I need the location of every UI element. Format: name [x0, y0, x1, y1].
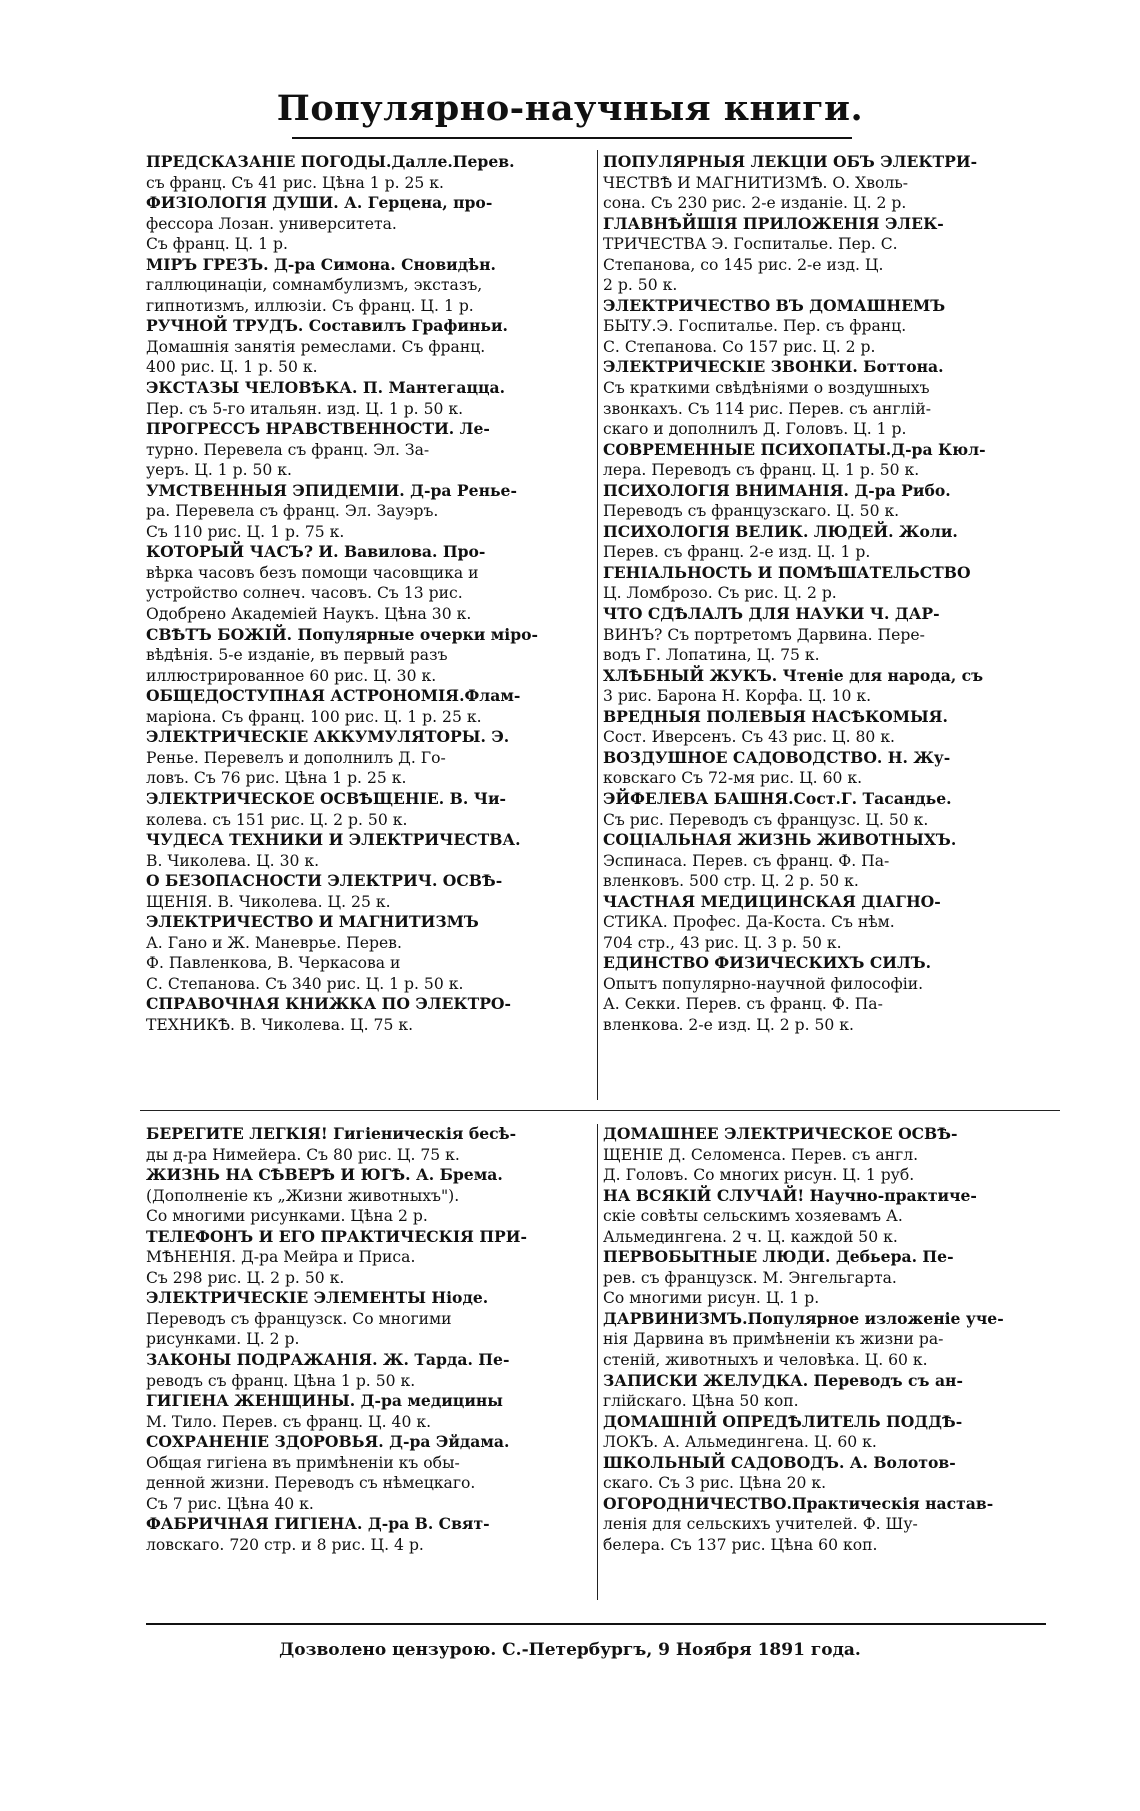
book-entry [603, 604, 1051, 666]
book-detail-line: вѣдѣнія. 5-е изданіе, въ первый разъ [146, 646, 448, 665]
book-title-line: СОВРЕМЕННЫЕ ПСИХОПАТЫ.Д-ра Кюл- [603, 439, 986, 459]
book-detail-line: БЫТУ.Э. Госпиталье. Пер. съ франц. [603, 317, 907, 336]
book-title-line: ТЕЛЕФОНЪ И ЕГО ПРАКТИЧЕСКІЯ ПРИ- [146, 1226, 527, 1246]
book-detail-line: В. Чиколева. Ц. 30 к. [146, 851, 320, 870]
book-title-line: ПСИХОЛОГІЯ ВЕЛИК. ЛЮДЕЙ. Жоли. [603, 521, 958, 541]
book-detail-line: Альмедингена. 2 ч. Ц. каждой 50 к. [603, 1227, 898, 1246]
book-entry [146, 830, 594, 871]
book-title-line: ЖИЗНЬ НА СѢВЕРѢ И ЮГѢ. А. Брема. [146, 1165, 503, 1185]
book-title-line: ЧАСТНАЯ МЕДИЦИНСКАЯ ДІАГНО- [603, 891, 941, 911]
book-detail-line: иллюстрированное 60 рис. Ц. 30 к. [146, 666, 437, 685]
book-entry [146, 255, 594, 317]
book-detail-line: ЩЕНІЕ Д. Селоменса. Перев. съ англ. [603, 1145, 919, 1164]
book-detail-line: С. Степанова. Съ 340 рис. Ц. 1 р. 50 к. [146, 974, 464, 993]
book-entry [603, 214, 1051, 296]
book-detail-line: А. Гано и Ж. Маневрье. Перев. [146, 933, 402, 952]
book-entry [603, 1124, 1051, 1186]
book-detail-line: Опытъ популярно-научной философіи. [603, 974, 924, 993]
book-title-line: ЕДИНСТВО ФИЗИЧЕСКИХЪ СИЛЪ. [603, 953, 932, 973]
book-title-line: СПРАВОЧНАЯ КНИЖКА ПО ЭЛЕКТРО- [146, 994, 511, 1014]
book-detail-line: рисунками. Ц. 2 р. [146, 1330, 300, 1349]
book-title-line: ГЕНІАЛЬНОСТЬ И ПОМѢШАТЕЛЬСТВО [603, 562, 971, 582]
book-title-line: ПРОГРЕССЪ НРАВСТВЕННОСТИ. Ле- [146, 419, 490, 439]
book-entry [603, 440, 1051, 481]
book-title-line: КОТОРЫЙ ЧАСЪ? И. Вавилова. Про- [146, 542, 486, 562]
section-divider [140, 1110, 1060, 1111]
book-title-line: ЭЛЕКТРИЧЕСТВО И МАГНИТИЗМЪ [146, 912, 479, 932]
book-entry [146, 994, 594, 1035]
book-detail-line: скаго. Съ 3 рис. Цѣна 20 к. [603, 1474, 827, 1493]
book-detail-line: галлюцинаціи, сомнамбулизмъ, экстазъ, [146, 276, 483, 295]
book-title-line: МІРЪ ГРЕЗЪ. Д-ра Симона. Сновидѣн. [146, 254, 496, 274]
book-detail-line: Эспинаса. Перев. съ франц. Ф. Па- [603, 851, 890, 870]
book-title-line: СОХРАНЕНІЕ ЗДОРОВЬЯ. Д-ра Эйдама. [146, 1432, 510, 1452]
book-detail-line: Ц. Ломброзо. Съ рис. Ц. 2 р. [603, 584, 837, 603]
book-detail-line: С. Степанова. Со 157 рис. Ц. 2 р. [603, 337, 876, 356]
censorship-footer: Дозволено цензурою. С.-Петербургъ, 9 Ноября 1891 года. [279, 1640, 861, 1660]
book-title-line: ЭЙФЕЛЕВА БАШНЯ.Сост.Г. Тасандье. [603, 788, 952, 808]
book-detail-line: 704 стр., 43 рис. Ц. 3 р. 50 к. [603, 933, 842, 952]
book-title-line: СОЦІАЛЬНАЯ ЖИЗНЬ ЖИВОТНЫХЪ. [603, 830, 957, 850]
book-title-line: ВОЗДУШНОЕ САДОВОДСТВО. Н. Жу- [603, 747, 951, 767]
book-entry [603, 1247, 1051, 1309]
book-detail-line: вленковъ. 500 стр. Ц. 2 р. 50 к. [603, 872, 859, 891]
book-detail-line: ловскаго. 720 стр. и 8 рис. Ц. 4 р. [146, 1535, 424, 1554]
book-entry [146, 1432, 594, 1514]
book-detail-line: МѢНЕНІЯ. Д-ра Мейра и Приса. [146, 1248, 416, 1267]
book-detail-line: вѣрка часовъ безъ помощи часовщика и [146, 563, 479, 582]
book-detail-line: нія Дарвина въ примѣненіи къ жизни ра- [603, 1330, 944, 1349]
book-detail-line: гипнотизмъ, иллюзіи. Съ франц. Ц. 1 р. [146, 296, 474, 315]
book-detail-line: Переводъ съ французскаго. Ц. 50 к. [603, 502, 900, 521]
column-divider-top [597, 150, 598, 1100]
book-detail-line: скіе совѣты сельскимъ хозяевамъ А. [603, 1207, 903, 1226]
book-entry [146, 481, 594, 543]
column-divider-bottom [597, 1124, 598, 1600]
book-title-line: ДАРВИНИЗМЪ.Популярное изложеніе уче- [603, 1308, 1004, 1328]
book-title-line: ПСИХОЛОГІЯ ВНИМАНІЯ. Д-ра Рибо. [603, 480, 951, 500]
book-entry [146, 1165, 594, 1227]
book-detail-line: Ф. Павленкова, В. Черкасова и [146, 954, 401, 973]
book-detail-line: Со многими рисунками. Цѣна 2 р. [146, 1207, 428, 1226]
book-title-line: ГИГІЕНА ЖЕНЩИНЫ. Д-ра медицины [146, 1391, 503, 1411]
book-title-line: ЧУДЕСА ТЕХНИКИ И ЭЛЕКТРИЧЕСТВА. [146, 830, 521, 850]
right-column-bottom [603, 1124, 1051, 1555]
book-detail-line: вленкова. 2-е изд. Ц. 2 р. 50 к. [603, 1015, 855, 1034]
book-detail-line: уеръ. Ц. 1 р. 50 к. [146, 461, 293, 480]
book-detail-line: Пер. съ 5-го итальян. изд. Ц. 1 р. 50 к. [146, 399, 464, 418]
book-title-line: ПОПУЛЯРНЫЯ ЛЕКЦІИ ОБЪ ЭЛЕКТРИ- [603, 152, 978, 171]
book-title-line: ОБЩЕДОСТУПНАЯ АСТРОНОМІЯ.Флам- [146, 686, 521, 706]
book-detail-line: рев. съ французск. М. Энгельгарта. [603, 1268, 897, 1287]
book-entry [603, 789, 1051, 830]
book-detail-line: ЛОКЪ. А. Альмедингена. Ц. 60 к. [603, 1433, 877, 1452]
book-title-line: ВРЕДНЫЯ ПОЛЕВЫЯ НАСѢКОМЫЯ. [603, 706, 948, 726]
book-detail-line: ловъ. Съ 76 рис. Цѣна 1 р. 25 к. [146, 769, 407, 788]
book-entry [603, 1494, 1051, 1556]
book-entry [603, 830, 1051, 892]
book-title-line: ЭКСТАЗЫ ЧЕЛОВѢКА. П. Мантегацца. [146, 378, 506, 398]
book-detail-line: колева. съ 151 рис. Ц. 2 р. 50 к. [146, 810, 408, 829]
book-entry [146, 1124, 594, 1165]
book-entry [603, 892, 1051, 954]
book-entry [146, 871, 594, 912]
book-entry [146, 542, 594, 624]
left-column-top [146, 152, 594, 1036]
book-title-line: УМСТВЕННЫЯ ЭПИДЕМІИ. Д-ра Ренье- [146, 480, 517, 500]
book-title-line: ЭЛЕКТРИЧЕСТВО ВЪ ДОМАШНЕМЪ [603, 295, 946, 315]
book-title-line: ДОМАШНЕЕ ЭЛЕКТРИЧЕСКОЕ ОСВѢ- [603, 1124, 958, 1143]
book-detail-line: лера. Переводъ съ франц. Ц. 1 р. 50 к. [603, 461, 920, 480]
book-detail-line: Общая гигіена въ примѣненіи къ обы- [146, 1453, 460, 1472]
book-detail-line: Одобрено Академіей Наукъ. Цѣна 30 к. [146, 605, 472, 624]
book-detail-line: 400 рис. Ц. 1 р. 50 к. [146, 358, 318, 377]
book-detail-line: ленія для сельскихъ учителей. Ф. Шу- [603, 1515, 918, 1534]
book-entry [146, 1227, 594, 1289]
book-detail-line: Домашнія занятія ремеслами. Съ франц. [146, 337, 486, 356]
book-detail-line: устройство солнеч. часовъ. Съ 13 рис. [146, 584, 463, 603]
book-detail-line: съ франц. Съ 41 рис. Цѣна 1 р. 25 к. [146, 173, 444, 192]
book-detail-line: скаго и дополнилъ Д. Головъ. Ц. 1 р. [603, 420, 907, 439]
book-detail-line: фессора Лозан. университета. [146, 214, 397, 233]
book-entry [146, 193, 594, 255]
book-title-line: О БЕЗОПАСНОСТИ ЭЛЕКТРИЧ. ОСВѢ- [146, 871, 503, 891]
book-entry [603, 522, 1051, 563]
page-title: Популярно-научныя книги. [276, 88, 864, 129]
book-entry [146, 1391, 594, 1432]
book-entry [603, 666, 1051, 707]
book-entry [603, 1453, 1051, 1494]
left-column-bottom [146, 1124, 594, 1555]
book-entry [603, 1309, 1051, 1371]
footer-rule [146, 1623, 1046, 1625]
book-detail-line: ра. Перевела съ франц. Эл. Зауэръ. [146, 502, 439, 521]
book-detail-line: 2 р. 50 к. [603, 276, 678, 295]
book-entry [603, 152, 1051, 214]
book-detail-line: Переводъ съ французск. Со многими [146, 1309, 452, 1328]
book-detail-line: Д. Головъ. Со многих рисун. Ц. 1 руб. [603, 1166, 915, 1185]
book-detail-line: ды д-ра Нимейера. Съ 80 рис. Ц. 75 к. [146, 1145, 460, 1164]
book-title-line: СВѢТЪ БОЖІЙ. Популярные очерки міро- [146, 624, 538, 644]
book-detail-line: Съ франц. Ц. 1 р. [146, 235, 288, 254]
book-detail-line: Съ краткими свѣдѣніями о воздушныхъ [603, 379, 930, 398]
book-detail-line: реводъ съ франц. Цѣна 1 р. 50 к. [146, 1371, 416, 1390]
book-detail-line: турно. Перевела съ франц. Эл. За- [146, 440, 430, 459]
book-entry [603, 707, 1051, 748]
book-entry [603, 481, 1051, 522]
book-detail-line: Сост. Иверсенъ. Съ 43 рис. Ц. 80 к. [603, 728, 896, 747]
book-title-line: ЭЛЕКТРИЧЕСКІЕ ЗВОНКИ. Боттона. [603, 357, 944, 377]
book-detail-line: сона. Съ 230 рис. 2-е изданіе. Ц. 2 р. [603, 194, 907, 213]
book-title-line: ЗАПИСКИ ЖЕЛУДКА. Переводъ съ ан- [603, 1370, 963, 1390]
book-detail-line: Съ рис. Переводъ съ французс. Ц. 50 к. [603, 810, 929, 829]
book-detail-line: Съ 298 рис. Ц. 2 р. 50 к. [146, 1268, 345, 1287]
book-entry [603, 357, 1051, 439]
book-entry [146, 1288, 594, 1350]
book-detail-line: 3 рис. Барона Н. Корфа. Ц. 10 к. [603, 687, 872, 706]
book-entry [146, 1350, 594, 1391]
book-entry [146, 419, 594, 481]
book-detail-line: белера. Съ 137 рис. Цѣна 60 коп. [603, 1535, 878, 1554]
book-detail-line: ковскаго Съ 72-мя рис. Ц. 60 к. [603, 769, 863, 788]
book-detail-line: глійскаго. Цѣна 50 коп. [603, 1392, 799, 1411]
book-title-line: РУЧНОЙ ТРУДЪ. Составилъ Графиньи. [146, 316, 508, 336]
book-entry [146, 152, 594, 193]
book-title-line: ПЕРВОБЫТНЫЕ ЛЮДИ. Дебьера. Пе- [603, 1247, 954, 1267]
book-entry [603, 1186, 1051, 1248]
book-detail-line: маріона. Съ франц. 100 рис. Ц. 1 р. 25 к. [146, 707, 482, 726]
book-entry [146, 912, 594, 994]
book-detail-line: Съ 110 рис. Ц. 1 р. 75 к. [146, 522, 345, 541]
book-title-line: ФИЗІОЛОГІЯ ДУШИ. А. Герцена, про- [146, 193, 493, 213]
book-entry [603, 1412, 1051, 1453]
book-entry [146, 686, 594, 727]
book-detail-line: ВИНЪ? Съ портретомъ Дарвина. Пере- [603, 625, 925, 644]
book-detail-line: Перев. съ франц. 2-е изд. Ц. 1 р. [603, 543, 871, 562]
book-entry [146, 378, 594, 419]
book-detail-line: звонкахъ. Съ 114 рис. Перев. съ англій- [603, 399, 932, 418]
book-detail-line: Съ 7 рис. Цѣна 40 к. [146, 1494, 314, 1513]
book-title-line: ЭЛЕКТРИЧЕСКОЕ ОСВѢЩЕНІЕ. В. Чи- [146, 788, 506, 808]
book-entry [146, 789, 594, 830]
book-detail-line: денной жизни. Переводъ съ нѣмецкаго. [146, 1474, 476, 1493]
book-detail-line: ЧЕСТВѢ И МАГНИТИЗМѢ. О. Хволь- [603, 173, 909, 192]
book-title-line: ЗАКОНЫ ПОДРАЖАНІЯ. Ж. Тарда. Пе- [146, 1350, 510, 1370]
book-title-line: ДОМАШНІЙ ОПРЕДѢЛИТЕЛЬ ПОДДѢ- [603, 1411, 963, 1431]
book-entry [146, 1514, 594, 1555]
book-entry [146, 625, 594, 687]
book-detail-line: Ренье. Перевелъ и дополнилъ Д. Го- [146, 748, 446, 767]
book-entry [146, 316, 594, 378]
book-title-line: НА ВСЯКІЙ СЛУЧАЙ! Научно-практиче- [603, 1185, 977, 1205]
book-title-line: ХЛѢБНЫЙ ЖУКЪ. Чтеніе для народа, съ [603, 665, 984, 685]
book-detail-line: стеній, животныхъ и человѣка. Ц. 60 к. [603, 1351, 928, 1370]
book-entry [603, 1371, 1051, 1412]
book-detail-line: (Дополненіе къ „Жизни животныхъ"). [146, 1186, 460, 1205]
book-detail-line: ЩЕНІЯ. В. Чиколева. Ц. 25 к. [146, 892, 391, 911]
book-detail-line: СТИКА. Профес. Да-Коста. Съ нѣм. [603, 913, 895, 932]
book-entry [603, 296, 1051, 358]
title-underline [292, 137, 852, 139]
book-entry [146, 727, 594, 789]
book-title-line: ГЛАВНѢЙШІЯ ПРИЛОЖЕНІЯ ЭЛЕК- [603, 213, 944, 233]
book-detail-line: М. Тило. Перев. съ франц. Ц. 40 к. [146, 1412, 432, 1431]
book-entry [603, 748, 1051, 789]
book-entry [603, 953, 1051, 1035]
right-column-top [603, 152, 1051, 1036]
book-detail-line: ТРИЧЕСТВА Э. Госпиталье. Пер. С. [603, 235, 898, 254]
book-title-line: БЕРЕГИТЕ ЛЕГКІЯ! Гигіеническія бесѣ- [146, 1124, 517, 1143]
book-title-line: ЭЛЕКТРИЧЕСКІЕ ЭЛЕМЕНТЫ Ніоде. [146, 1288, 489, 1308]
book-entry [603, 563, 1051, 604]
book-detail-line: Со многими рисун. Ц. 1 р. [603, 1289, 820, 1308]
book-title-line: ФАБРИЧНАЯ ГИГІЕНА. Д-ра В. Свят- [146, 1514, 490, 1534]
book-title-line: ПРЕДСКАЗАНІЕ ПОГОДЫ.Далле.Перев. [146, 152, 515, 171]
book-title-line: ШКОЛЬНЫЙ САДОВОДЪ. А. Волотов- [603, 1452, 956, 1472]
book-title-line: ОГОРОДНИЧЕСТВО.Практическія настав- [603, 1493, 994, 1513]
book-detail-line: Степанова, со 145 рис. 2-е изд. Ц. [603, 255, 884, 274]
book-detail-line: А. Секки. Перев. съ франц. Ф. Па- [603, 995, 883, 1014]
book-detail-line: водъ Г. Лопатина, Ц. 75 к. [603, 646, 820, 665]
book-title-line: ЭЛЕКТРИЧЕСКІЕ АККУМУЛЯТОРЫ. Э. [146, 727, 510, 747]
book-detail-line: ТЕХНИКѢ. В. Чиколева. Ц. 75 к. [146, 1015, 414, 1034]
book-title-line: ЧТО СДѢЛАЛЪ ДЛЯ НАУКИ Ч. ДАР- [603, 604, 940, 624]
